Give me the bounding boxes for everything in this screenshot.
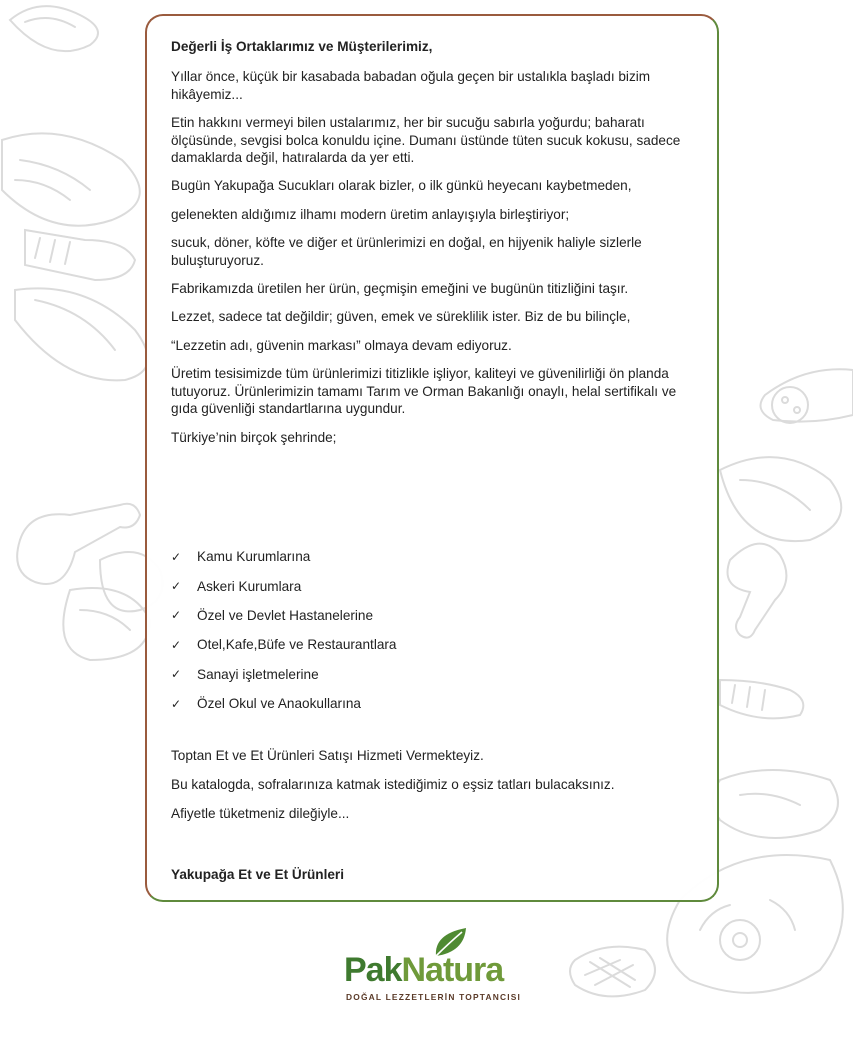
- letter-slogan-quote: “Lezzetin adı, güvenin markası” olmaya devam ediyoruz.: [171, 337, 512, 353]
- list-item: [171, 542, 397, 571]
- chicken-leg-drawing-left: [17, 504, 162, 612]
- brand-name-pak: Pak: [344, 951, 402, 989]
- ribs-drawing-left: [25, 230, 135, 280]
- closing-line: Toptan Et ve Et Ürünleri Satışı Hizmeti Vermekteyiz.: [171, 748, 484, 763]
- list-item-label: Özel Okul ve Anaokullarına: [197, 696, 361, 712]
- letter-paragraph: Türkiye’nin birçok şehrinde;: [171, 429, 337, 445]
- brand-name: [344, 950, 503, 990]
- institution-checklist: [171, 542, 397, 718]
- meat-cut-drawing-left: [2, 133, 140, 225]
- brand-name-natura: Natura: [401, 951, 504, 989]
- brand-slogan: DOĞAL LEZZETLERİN TOPTANCISI: [346, 992, 522, 1002]
- ham-drawing-left: [15, 288, 148, 380]
- ribs-drawing-right: [720, 680, 803, 718]
- drumstick-drawing-right: [728, 544, 787, 638]
- list-item: [171, 571, 397, 600]
- letter-paragraph: Lezzet, sadece tat değildir; güven, emek ve süreklilik ister. Biz de bu bilinçle,: [171, 309, 631, 325]
- letter-paragraph: Fabrikamızda üretilen her ürün, geçmişin emeğini ve bugünün titizliğini taşır.: [171, 281, 629, 297]
- letter-paragraph: gelenekten aldığımız ilhamı modern üretim anlayışıyla birleştiriyor;: [171, 206, 570, 222]
- list-item-label: Özel ve Devlet Hastanelerine: [197, 607, 374, 623]
- checkmark-icon: ✓: [171, 667, 182, 682]
- letter-closing: [171, 747, 711, 834]
- checkmark-icon: ✓: [171, 579, 182, 594]
- meat-drawing-right: [720, 457, 841, 541]
- letter-paragraph: Etin hakkını vermeyi bilen ustalarımız, her bir sucuğu sabırla yoğurdu; baharatı ölçüsünde, sevgisi bolca konuldu içine. Dumanı üstünde tüten sucuk kokusu, sadece damaklarda değil, hatıralarda da yer etti.: [171, 115, 681, 166]
- steak-drawing-right: [713, 770, 839, 838]
- list-item: [171, 630, 397, 659]
- list-item-label: Otel,Kafe,Büfe ve Restaurantlara: [197, 637, 397, 653]
- list-item-label: Kamu Kurumlarına: [197, 549, 311, 565]
- checkmark-icon: ✓: [171, 608, 182, 623]
- closing-line: Afiyetle tüketmeniz dileğiyle...: [171, 805, 350, 821]
- letter-paragraph: Bugün Yakupağa Sucukları olarak bizler, o ilk günkü heyecanı kaybetmeden,: [171, 178, 632, 194]
- checkmark-icon: ✓: [171, 637, 182, 652]
- grilled-steak-drawing-bottom: [570, 947, 655, 997]
- letter-card: [145, 14, 719, 902]
- checkmark-icon: ✓: [171, 549, 182, 564]
- list-item: [171, 660, 397, 689]
- list-item-label: Sanayi işletmelerine: [197, 666, 319, 682]
- list-item-label: Askeri Kurumlara: [197, 578, 302, 594]
- steak-drawing-top-left: [10, 6, 98, 51]
- letter-greeting: Değerli İş Ortaklarımız ve Müşterilerimiz,: [171, 39, 433, 54]
- list-item: [171, 689, 397, 718]
- list-item: [171, 601, 397, 630]
- paknatura-logo: [340, 926, 530, 1006]
- letter-paragraph: Üretim tesisimizde tüm ürünlerimizi titizlikle işliyor, kaliteyi ve güvenilirliği ön planda tutuyoruz. Ürünlerimizin tamamı Tarım ve Orman Bakanlığı onaylı, helal sertifikalı ve gıda güvenliği standartlarına uygundur.: [171, 366, 677, 417]
- letter-paragraph: Yıllar önce, küçük bir kasabada babadan oğula geçen bir ustalıkla başladı bizim hikâyemiz...: [171, 69, 651, 102]
- checkmark-icon: ✓: [171, 696, 182, 711]
- closing-line: Bu katalogda, sofralarınıza katmak istediğimiz o eşsiz tatları bulacaksınız.: [171, 776, 615, 792]
- salami-drawing-right: [761, 369, 853, 423]
- letter-paragraph: sucuk, döner, köfte ve diğer et ürünlerimizi en doğal, en hijyenik haliyle sizlerle buluşturuyoruz.: [171, 235, 642, 268]
- letter-signature: Yakupağa Et ve Et Ürünleri: [171, 867, 345, 882]
